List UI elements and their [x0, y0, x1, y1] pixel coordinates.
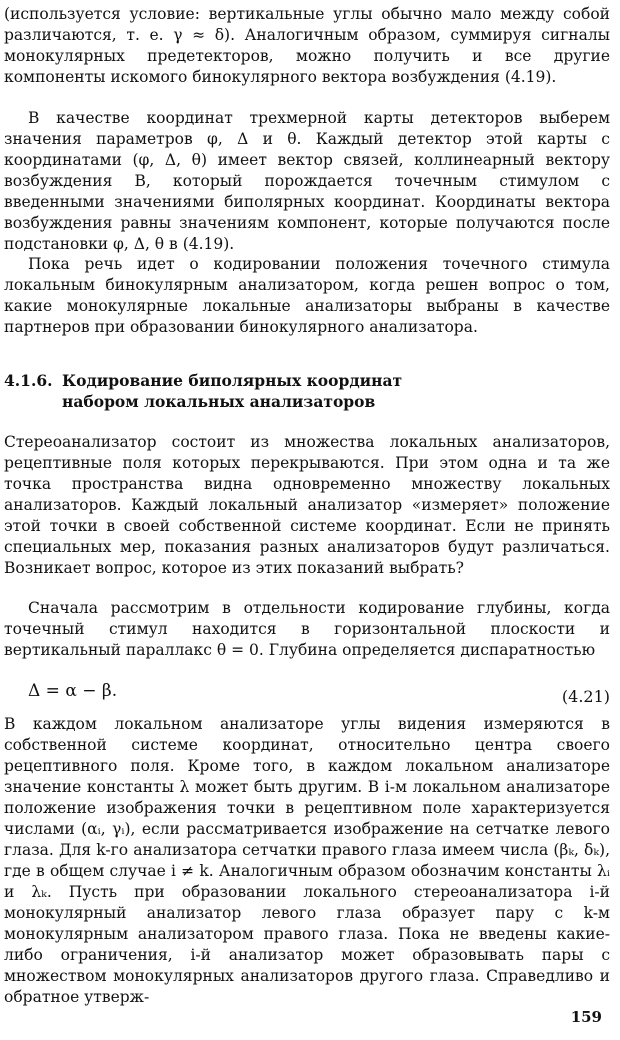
formula-4-21	[28, 680, 610, 706]
paragraph-local-coordinates: В каждом локальном анализаторе углы видения измеряются в собственной системе координат, относительно центра своего рецептивного поля. Кроме того, в каждом локальном анализаторе значение константы λ может быть другим. В i-м локальном анализаторе положение изображения точки в рецептивном поле характеризуется числами (αᵢ, γᵢ), если рассматривается изображение на сетчатке левого глаза. Для k-го анализатора сетчатки правого глаза имеем числа (βₖ, δₖ), где в общем случае i ≠ k. Аналогичным образом обозначим константы λᵢ и λₖ. Пусть при образовании локального стереоанализатора i-й монокулярный анализатор левого глаза образует пару с k-м монокулярным анализатором правого глаза. Пока не введены какие-либо ограничения, i-й анализатор может образовывать пары с множеством монокулярных анализаторов другого глаза. Справедливо и обратное утверж-	[4, 715, 610, 1006]
paragraph-continuation: (используется условие: вертикальные углы обычно мало между собой различаются, т. е. γ ≈ δ). Аналогичным образом, суммируя сигналы монокулярных предетекторов, можно получить и все другие компоненты искомого бинокулярного вектора возбуждения (4.19).	[4, 5, 610, 86]
paragraph-detector-map: В качестве координат трехмерной карты детекторов выберем значения параметров φ, Δ и θ. Каждый детектор этой карты с координатами (φ, Δ, θ) имеет вектор связей, коллинеарный вектору возбуждения B, который порождается точечным стимулом с введенными значениями биполярных координат. Координаты вектора возбуждения равны значениям компонент, которые получаются после подстановки φ, Δ, θ в (4.19).	[4, 109, 610, 253]
paragraph-stereoanalyzer: Стереоанализатор состоит из множества локальных анализаторов, рецептивные поля которых перекрываются. При этом одна и та же точка пространства видна одновременно множеству локальных анализаторов. Каждый локальный анализатор «измеряет» положение этой точки в своей собственной системе координат. Если не принять специальных мер, показания разных анализаторов будут различаться. Возникает вопрос, которое из этих показаний выбрать?	[4, 433, 610, 577]
paragraph-local-analyzer: Пока речь идет о кодировании положения точечного стимула локальным бинокулярным анализатором, когда решен вопрос о том, какие монокулярные локальные анализаторы выбраны в качестве партнеров при образовании бинокулярного анализатора.	[4, 255, 610, 336]
page-number: 159	[570, 1008, 602, 1026]
paragraph-depth-coding: Сначала рассмотрим в отдельности кодирование глубины, когда точечный стимул находится в горизонтальной плоскости и вертикальный параллакс θ = 0. Глубина определяется диспаратностью	[4, 599, 610, 659]
section-title-line2: набором локальных анализаторов	[62, 392, 376, 411]
formula-number: (4.21)	[561, 687, 610, 706]
formula-expression: Δ = α − β.	[28, 681, 118, 701]
section-heading	[4, 370, 604, 412]
section-number: 4.1.6.	[4, 371, 53, 390]
section-title-line1: Кодирование биполярных координат	[62, 371, 403, 390]
